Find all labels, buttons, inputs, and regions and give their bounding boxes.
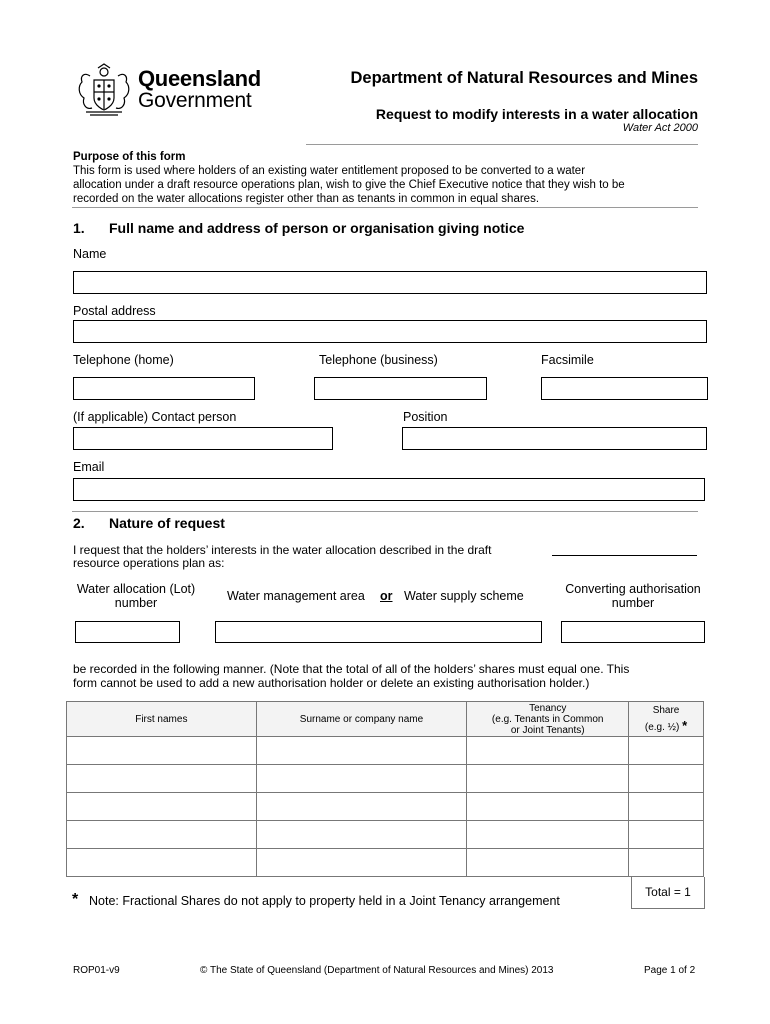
tenancy-cell[interactable] (467, 821, 629, 849)
copyright-notice: © The State of Queensland (Department of Natural Resources and Mines) 2013 (200, 965, 554, 976)
lot-label-line-2: number (114, 596, 158, 610)
name-label: Name (73, 247, 107, 261)
telephone-business-label: Telephone (business) (319, 353, 438, 367)
holders-table-header (67, 702, 704, 737)
purpose-line-2: allocation under a draft resource operations plan, wish to give the Chief Executive notice that they wish to be (73, 179, 625, 191)
position-label: Position (403, 410, 448, 424)
holders-table (66, 701, 704, 877)
position-field[interactable] (402, 427, 707, 450)
share-cell[interactable] (629, 765, 704, 793)
tenancy-header-line-1: Tenancy (529, 702, 567, 714)
header-divider (306, 144, 698, 145)
first-names-cell[interactable] (67, 737, 257, 765)
facsimile-label: Facsimile (541, 353, 594, 367)
water-area-scheme-field[interactable] (215, 621, 542, 643)
share-cell[interactable] (629, 821, 704, 849)
email-field[interactable] (73, 478, 705, 501)
table-row (67, 737, 704, 765)
section-2-title: Nature of request (109, 515, 225, 531)
postal-address-field[interactable] (73, 320, 707, 343)
tenancy-cell[interactable] (467, 737, 629, 765)
logo-text-government: Government (138, 89, 252, 112)
telephone-business-field[interactable] (314, 377, 487, 400)
fractional-shares-note: Note: Fractional Shares do not apply to property held in a Joint Tenancy arrangement (89, 894, 560, 908)
resource-operations-plan-blank[interactable] (552, 555, 697, 556)
tenancy-cell[interactable] (467, 849, 629, 877)
first-names-cell[interactable] (67, 793, 257, 821)
first-names-cell[interactable] (67, 821, 257, 849)
logo-text-queensland: Queensland (138, 66, 261, 91)
water-allocation-lot-label (73, 582, 199, 610)
note-star: * (72, 891, 79, 908)
facsimile-field[interactable] (541, 377, 708, 400)
share-header-line-1: Share (652, 705, 680, 716)
surname-cell[interactable] (256, 765, 467, 793)
share-header-line-2: (e.g. ½) (644, 722, 680, 733)
water-supply-scheme-label: Water supply scheme (404, 589, 524, 603)
purpose-heading: Purpose of this form (73, 151, 186, 163)
purpose-line-1: This form is used where holders of an existing water entitlement proposed to be converted to a water (73, 165, 586, 177)
surname-cell[interactable] (256, 793, 467, 821)
form-code: ROP01-v9 (73, 965, 120, 976)
water-allocation-lot-field[interactable] (75, 621, 180, 643)
table-row (67, 821, 704, 849)
converting-authorisation-label (557, 582, 709, 610)
or-label: or (380, 589, 393, 603)
section-2-number: 2. (73, 515, 85, 531)
surname-cell[interactable] (256, 737, 467, 765)
queensland-crest-logo (72, 62, 136, 118)
purpose-divider (72, 207, 698, 208)
form-title: Request to modify interests in a water allocation (375, 106, 698, 122)
tenancy-cell[interactable] (467, 793, 629, 821)
first-names-cell[interactable] (67, 765, 257, 793)
surname-header: Surname or company name (256, 702, 467, 737)
contact-person-label: (If applicable) Contact person (73, 410, 237, 424)
converting-label-line-2: number (611, 596, 655, 610)
manner-line-2: form cannot be used to add a new authorisation holder or delete an existing authorisation holder.) (73, 676, 590, 690)
department-title: Department of Natural Resources and Mines (350, 69, 698, 87)
first-names-cell[interactable] (67, 849, 257, 877)
request-intro-line-1: I request that the holders’ interests in the water allocation described in the draft (73, 543, 492, 557)
tenancy-cell[interactable] (467, 765, 629, 793)
tenancy-header-line-2: (e.g. Tenants in Common (491, 713, 604, 725)
purpose-line-3: recorded on the water allocations register other than as tenants in common in equal shares. (73, 193, 540, 205)
email-label: Email (73, 460, 105, 474)
page-number: Page 1 of 2 (644, 965, 696, 976)
telephone-home-field[interactable] (73, 377, 255, 400)
water-management-area-label: Water management area (227, 589, 365, 603)
total-label: Total = 1 (645, 885, 691, 899)
telephone-home-label: Telephone (home) (73, 353, 174, 367)
share-cell[interactable] (629, 737, 704, 765)
contact-person-field[interactable] (73, 427, 333, 450)
section-1-divider (72, 511, 698, 512)
converting-authorisation-field[interactable] (561, 621, 705, 643)
table-row (67, 765, 704, 793)
table-row (67, 793, 704, 821)
section-1-number: 1. (73, 220, 85, 236)
share-cell[interactable] (629, 849, 704, 877)
surname-cell[interactable] (256, 849, 467, 877)
total-box (631, 877, 705, 909)
name-field[interactable] (73, 271, 707, 294)
share-header-star: * (682, 718, 688, 733)
share-cell[interactable] (629, 793, 704, 821)
tenancy-header (467, 702, 629, 737)
request-intro-line-2: resource operations plan as: (73, 556, 225, 570)
table-row (67, 849, 704, 877)
postal-address-label: Postal address (73, 304, 156, 318)
manner-line-1: be recorded in the following manner. (Note that the total of all of the holders’ shares must equal one. This (73, 662, 630, 676)
act-name: Water Act 2000 (622, 122, 698, 134)
lot-label-line-1: Water allocation (Lot) (76, 582, 196, 596)
converting-label-line-1: Converting authorisation (565, 582, 701, 596)
tenancy-header-line-3: or Joint Tenants) (510, 724, 585, 736)
section-1-title: Full name and address of person or organisation giving notice (109, 220, 525, 236)
surname-cell[interactable] (256, 821, 467, 849)
first-names-header: First names (67, 702, 257, 737)
share-header (629, 702, 704, 737)
